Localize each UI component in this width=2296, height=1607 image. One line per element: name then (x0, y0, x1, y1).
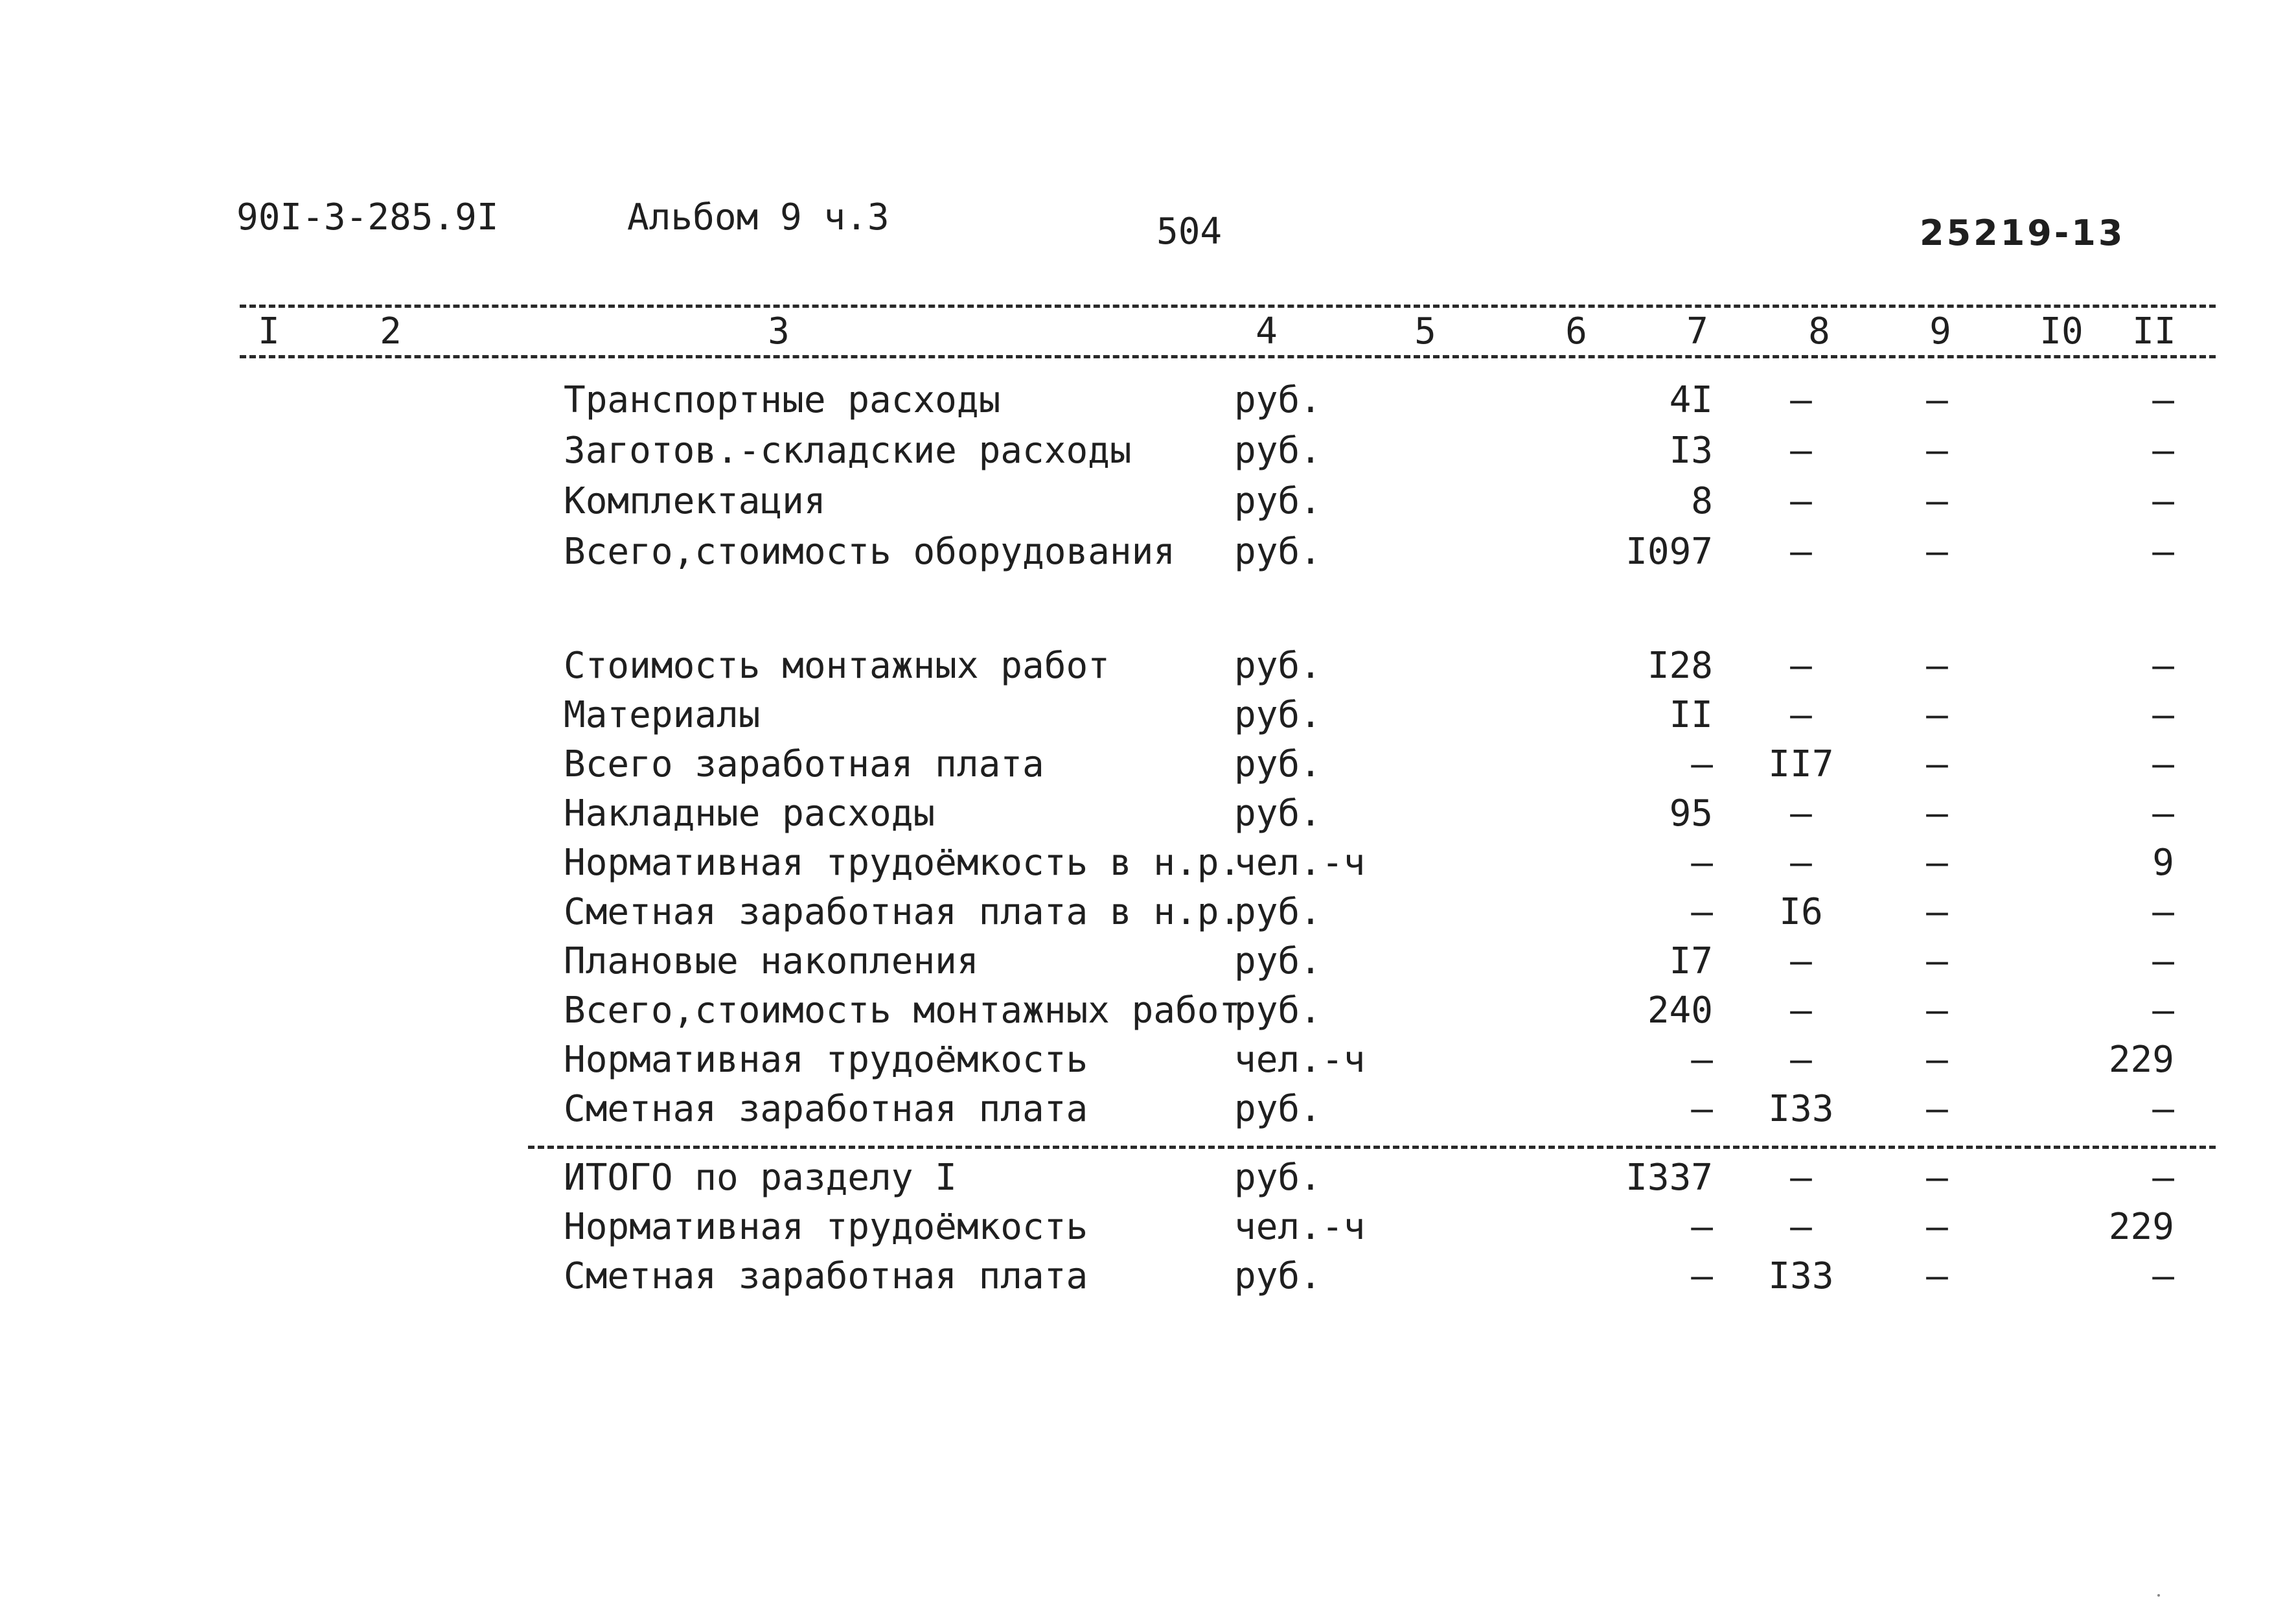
item-unit: чел.-ч (1234, 842, 1366, 884)
col9-value: – (1926, 1206, 1948, 1248)
column-number: II (2132, 310, 2176, 353)
table-row (0, 791, 2296, 837)
table-row (0, 479, 2296, 524)
col9-value: – (1926, 694, 1948, 736)
col8-value: – (1790, 792, 1812, 835)
col9-value: – (1926, 1088, 1948, 1130)
table-row (0, 1254, 2296, 1299)
col7-value: – (1691, 1039, 1713, 1081)
col11-value: 9 (2152, 842, 2174, 884)
col11-value: 229 (2108, 1039, 2174, 1081)
col11-value: – (2152, 1088, 2174, 1130)
item-name: Всего,стоимость монтажных работ (564, 989, 1241, 1032)
col7-value: I097 (1625, 531, 1713, 573)
table-row (0, 939, 2296, 984)
col7-value: – (1691, 743, 1713, 785)
table-row (0, 988, 2296, 1034)
column-number: 4 (1256, 310, 1278, 353)
table-row (0, 428, 2296, 474)
item-unit: руб. (1234, 1088, 1322, 1130)
table-row (0, 1205, 2296, 1250)
col11-value: – (2152, 531, 2174, 573)
column-number: 7 (1686, 310, 1708, 353)
header-top-rule (240, 305, 2216, 308)
col9-value: – (1926, 940, 1948, 982)
item-name: Нормативная трудоёмкость (564, 1039, 1088, 1081)
item-name: Материалы (564, 694, 761, 736)
col8-value: – (1790, 430, 1812, 472)
col8-value: – (1790, 645, 1812, 687)
col11-value: – (2152, 940, 2174, 982)
album-label: Альбом 9 ч.3 (627, 196, 890, 238)
item-unit: руб. (1234, 531, 1322, 573)
col8-value: – (1790, 842, 1812, 884)
col7-value: I337 (1625, 1157, 1713, 1199)
table-row (0, 1155, 2296, 1201)
col11-value: – (2152, 430, 2174, 472)
table-row (0, 529, 2296, 575)
col9-value: – (1926, 379, 1948, 421)
col11-value: – (2152, 645, 2174, 687)
col8-value: I33 (1768, 1088, 1834, 1130)
col11-value: – (2152, 989, 2174, 1032)
table-row (0, 840, 2296, 886)
item-name: Всего,стоимость оборудования (564, 531, 1176, 573)
col7-value: 8 (1691, 480, 1713, 522)
item-unit: чел.-ч (1234, 1039, 1366, 1081)
col11-value: – (2152, 379, 2174, 421)
col9-value: – (1926, 842, 1948, 884)
col7-value: 240 (1647, 989, 1713, 1032)
document-number: 25219-13 (1920, 213, 2126, 253)
table-row (0, 693, 2296, 738)
col11-value: – (2152, 694, 2174, 736)
col8-value: II7 (1768, 743, 1834, 785)
scan-speck (2157, 1594, 2160, 1597)
table-row (0, 890, 2296, 935)
col9-value: – (1926, 531, 1948, 573)
col11-value: – (2152, 891, 2174, 933)
col8-value: – (1790, 1206, 1812, 1248)
col8-value: – (1790, 940, 1812, 982)
col8-value: I6 (1779, 891, 1823, 933)
column-number: 6 (1565, 310, 1587, 353)
item-unit: руб. (1234, 792, 1322, 835)
column-number: 2 (380, 310, 402, 353)
col7-value: – (1691, 1255, 1713, 1297)
item-name: Всего заработная плата (564, 743, 1044, 785)
col9-value: – (1926, 1157, 1948, 1199)
item-unit: руб. (1234, 430, 1322, 472)
item-name: Нормативная трудоёмкость в н.р. (564, 842, 1241, 884)
col7-value: 4I (1669, 379, 1713, 421)
col9-value: – (1926, 430, 1948, 472)
total-separator-rule (528, 1146, 2216, 1149)
col11-value: – (2152, 1157, 2174, 1199)
col8-value: – (1790, 1039, 1812, 1081)
col7-value: – (1691, 1206, 1713, 1248)
col8-value: – (1790, 379, 1812, 421)
col8-value: – (1790, 531, 1812, 573)
item-name: Плановые накопления (564, 940, 979, 982)
item-unit: руб. (1234, 480, 1322, 522)
column-number: 9 (1929, 310, 1951, 353)
table-row (0, 378, 2296, 423)
col11-value: – (2152, 743, 2174, 785)
item-unit: руб. (1234, 379, 1322, 421)
item-name: Нормативная трудоёмкость (564, 1206, 1088, 1248)
table-row (0, 1087, 2296, 1132)
item-name: ИТОГО по разделу I (564, 1157, 957, 1199)
col9-value: – (1926, 645, 1948, 687)
col7-value: II (1669, 694, 1713, 736)
col9-value: – (1926, 743, 1948, 785)
item-name: Накладные расходы (564, 792, 936, 835)
item-name: Сметная заработная плата в н.р. (564, 891, 1241, 933)
header-bottom-rule (240, 355, 2216, 358)
item-unit: руб. (1234, 694, 1322, 736)
col11-value: 229 (2108, 1206, 2174, 1248)
item-name: Сметная заработная плата (564, 1088, 1088, 1130)
col7-value: – (1691, 1088, 1713, 1130)
column-number: 8 (1808, 310, 1830, 353)
col9-value: – (1926, 891, 1948, 933)
item-unit: руб. (1234, 1255, 1322, 1297)
col11-value: – (2152, 792, 2174, 835)
item-name: Сметная заработная плата (564, 1255, 1088, 1297)
table-row (0, 742, 2296, 787)
col9-value: – (1926, 480, 1948, 522)
col9-value: – (1926, 1039, 1948, 1081)
page-number: 504 (1156, 211, 1223, 253)
item-unit: руб. (1234, 989, 1322, 1032)
col7-value: – (1691, 891, 1713, 933)
project-code: 90I-3-285.9I (236, 196, 499, 238)
table-row (0, 643, 2296, 689)
item-unit: руб. (1234, 743, 1322, 785)
col7-value: I7 (1669, 940, 1713, 982)
item-name: Заготов.-складские расходы (564, 430, 1132, 472)
col9-value: – (1926, 792, 1948, 835)
table-row (0, 1037, 2296, 1083)
col8-value: – (1790, 1157, 1812, 1199)
col8-value: – (1790, 480, 1812, 522)
col7-value: – (1691, 842, 1713, 884)
item-unit: руб. (1234, 1157, 1322, 1199)
item-unit: руб. (1234, 645, 1322, 687)
column-number: 3 (768, 310, 790, 353)
column-number: I0 (2039, 310, 2084, 353)
item-name: Комплектация (564, 480, 826, 522)
column-number: I (258, 310, 280, 353)
item-name: Транспортные расходы (564, 379, 1001, 421)
item-name: Стоимость монтажных работ (564, 645, 1110, 687)
column-number: 5 (1414, 310, 1436, 353)
col7-value: 95 (1669, 792, 1713, 835)
col7-value: I3 (1669, 430, 1713, 472)
col11-value: – (2152, 1255, 2174, 1297)
col8-value: – (1790, 989, 1812, 1032)
col7-value: I28 (1647, 645, 1713, 687)
item-unit: руб. (1234, 891, 1322, 933)
col8-value: – (1790, 694, 1812, 736)
item-unit: руб. (1234, 940, 1322, 982)
item-unit: чел.-ч (1234, 1206, 1366, 1248)
col9-value: – (1926, 989, 1948, 1032)
col11-value: – (2152, 480, 2174, 522)
col9-value: – (1926, 1255, 1948, 1297)
col8-value: I33 (1768, 1255, 1834, 1297)
